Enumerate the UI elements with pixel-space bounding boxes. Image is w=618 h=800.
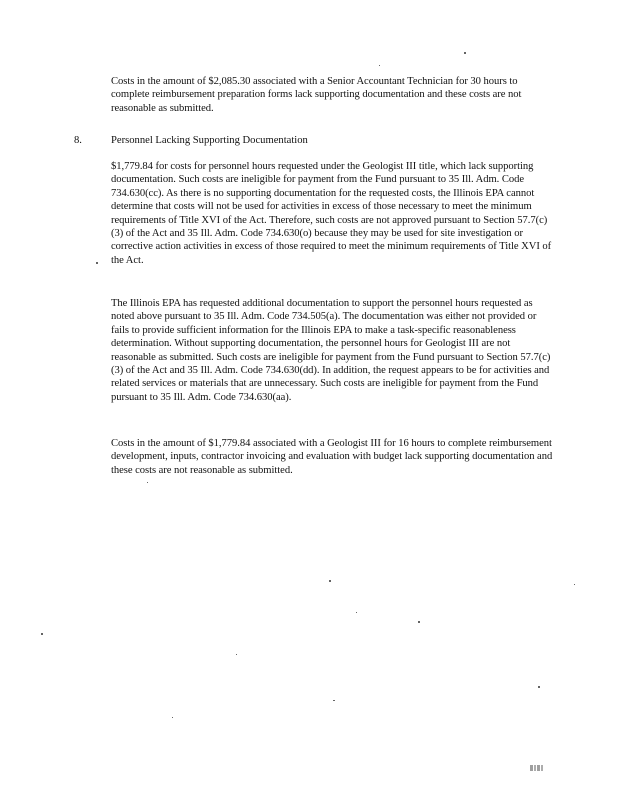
scan-speck [96, 262, 98, 264]
scan-speck [464, 52, 466, 54]
scan-speck [574, 584, 575, 585]
scan-speck [41, 633, 43, 635]
page-stamp-mark [530, 765, 544, 771]
scan-speck [329, 580, 331, 582]
scan-speck [172, 717, 173, 718]
cost-paragraph-accountant: Costs in the amount of $2,085.30 associated with a Senior Accountant Technician for 30 hours to complete reimbursement preparation forms lack supporting documentation and these costs are not reasonable as submitted. [111, 76, 522, 114]
scan-speck [418, 621, 420, 623]
scan-speck [538, 686, 540, 688]
scan-speck [147, 482, 148, 483]
scan-speck [379, 65, 380, 66]
cost-paragraph-geologist: $1,779.84 for costs for personnel hours requested under the Geologist III title, which lack supporting documentation. Such costs are ineligible for payment from the Fund pursuant to 35 Ill. Adm. Code 734.630(cc). As there is no supporting documentation for the requested costs, the Illinois EPA cannot determine that costs will not be used for activities in excess of those necessary to meet the minimum requirements of Title XVI of the Act. Therefore, such costs are not approved pursuant to Section 57.7(c)(3) of the Act and 35 Ill. Adm. Code 734.630(o) because they may be used for site investigation or corrective action activities in excess of those required to meet the minimum requirements of Title XVI of the Act. [111, 161, 552, 266]
scan-speck [356, 612, 357, 613]
item-heading: Personnel Lacking Supporting Documentation [111, 135, 308, 146]
scan-speck [236, 654, 237, 655]
item-number: 8. [74, 135, 82, 146]
cost-summary-paragraph: Costs in the amount of $1,779.84 associated with a Geologist III for 16 hours to complete reimbursement development, inputs, contractor invoicing and evaluation with budget lack supporting documentation and these costs are not reasonable as submitted. [111, 438, 553, 476]
scan-speck [333, 700, 335, 701]
documentation-request-paragraph: The Illinois EPA has requested additional documentation to support the personnel hours requested as noted above pursuant to 35 Ill. Adm. Code 734.505(a). The documentation was either not provided or fails to provide sufficient information for the Illinois EPA to make a task-specific reasonableness determination. Without supporting documentation, the personnel hours for Geologist III are not reasonable as submitted. Such costs are ineligible for payment from the Fund pursuant to Section 57.7(c)(3) of the Act and 35 Ill. Adm. Code 734.630(dd). In addition, the request appears to be for activities and related services or materials that are unnecessary. Such costs are ineligible for payment from the Fund pursuant to 35 Ill. Adm. Code 734.630(aa). [111, 298, 551, 403]
